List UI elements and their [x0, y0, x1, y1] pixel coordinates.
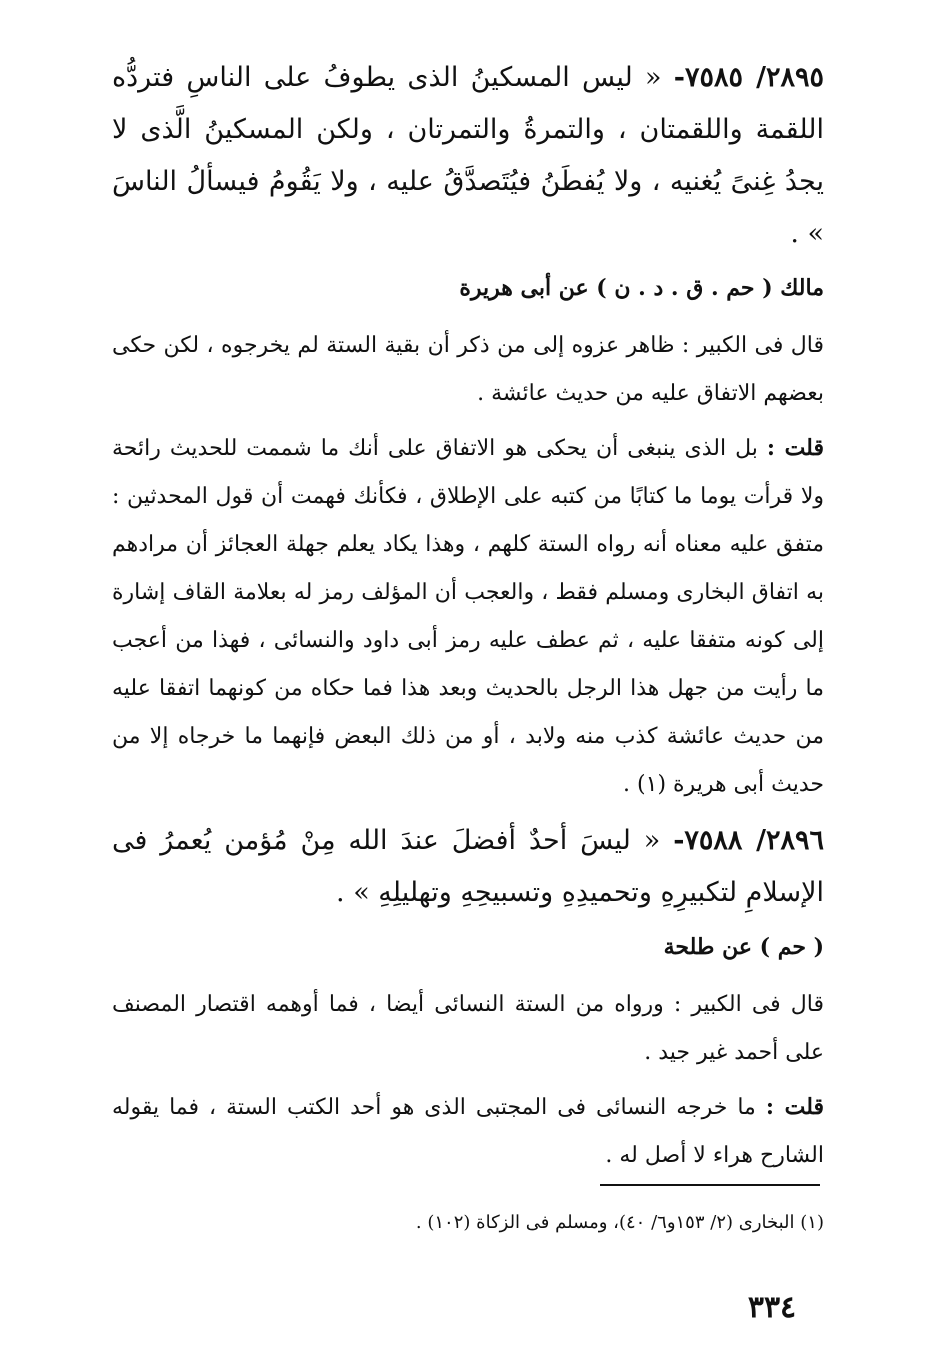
- reply-lead: قلت :: [765, 1094, 824, 1120]
- reply-text: ما خرجه النسائى فى المجتبى الذى هو أحد الكتب الستة ، فما يقوله الشارح هراء لا أصل له .: [112, 1095, 824, 1168]
- footnote-separator: [600, 1184, 820, 1186]
- hadith-text: « ليسَ أحدٌ أفضلَ عندَ الله مِنْ مُؤمن يُعمرُ فى الإسلامِ لتكبيرِهِ وتحميدِهِ وتسبيحِهِ وتهليلِهِ » .: [112, 825, 824, 908]
- page-number: ٣٣٤: [747, 1290, 797, 1325]
- commentary-paragraph: قال فى الكبير : ظاهر عزوه إلى من ذكر أن بقية الستة لم يخرجوه ، لكن حكى بعضهم الاتفاق عليه من حديث عائشة .: [112, 333, 824, 406]
- hadith-source: ( حم ) عن طلحة: [663, 934, 824, 960]
- reply-paragraph: [112, 1083, 824, 1180]
- footnote: (١) البخارى (٢/ ١٥٣و٦/ ٤٠)، ومسلم فى الزكاة (١٠٢) .: [415, 1212, 824, 1233]
- hadith-2896: [112, 815, 824, 919]
- hadith-2895: [112, 52, 824, 260]
- hadith-source: مالك ( حم . ق . د . ن ) عن أبى هريرة: [459, 275, 824, 301]
- commentary-paragraph: قال فى الكبير : ورواه من الستة النسائى أيضا ، فما أوهمه اقتصار المصنف على أحمد غير جيد .: [112, 992, 824, 1065]
- main-text: [112, 52, 824, 1186]
- hadith-text: « ليس المسكينُ الذى يطوفُ على الناسِ فتردُّه اللقمة واللقمتان ، والتمرةُ والتمرتان ، ولكن المسكينُ الَّذى لا يجدُ غِنىً يُغنيه ، ولا يُفطَنُ فيُتَصدَّقُ عليه ، ولا يَقُومُ فيسألُ الناسَ » .: [112, 62, 824, 249]
- reply-lead: قلت :: [766, 435, 824, 461]
- reply-paragraph: [112, 424, 824, 809]
- hadith-number: ٢٨٩٦/ ٧٥٨٨-: [673, 825, 825, 856]
- hadith-number: ٢٨٩٥/ ٧٥٨٥-: [673, 62, 824, 93]
- reply-text: بل الذى ينبغى أن يحكى هو الاتفاق على أنك ما شممت للحديث رائحة ولا قرأت يوما ما كتابًا من كتبه على الإطلاق ، فكأنك فهمت أن قول المحدثين : متفق عليه معناه أنه رواه الستة كلهم ، وهذا يكاد يعلم جهلة العجائز أن مرادهم به اتفاق البخارى ومسلم فقط ، والعجب أن المؤلف رمز له بعلامة القاف إشارة إلى كونه متفقا عليه ، ثم عطف عليه رمز أبى داود والنسائى ، فهذا من أعجب ما رأيت من جهل هذا الرجل بالحديث وبعد هذا فما حكاه من كونهما اتفقا عليه من حديث عائشة كذب منه ولابد ، أو من ذلك البعض فإنهما ما خرجاه إلا من حديث أبى هريرة (١) .: [112, 436, 825, 797]
